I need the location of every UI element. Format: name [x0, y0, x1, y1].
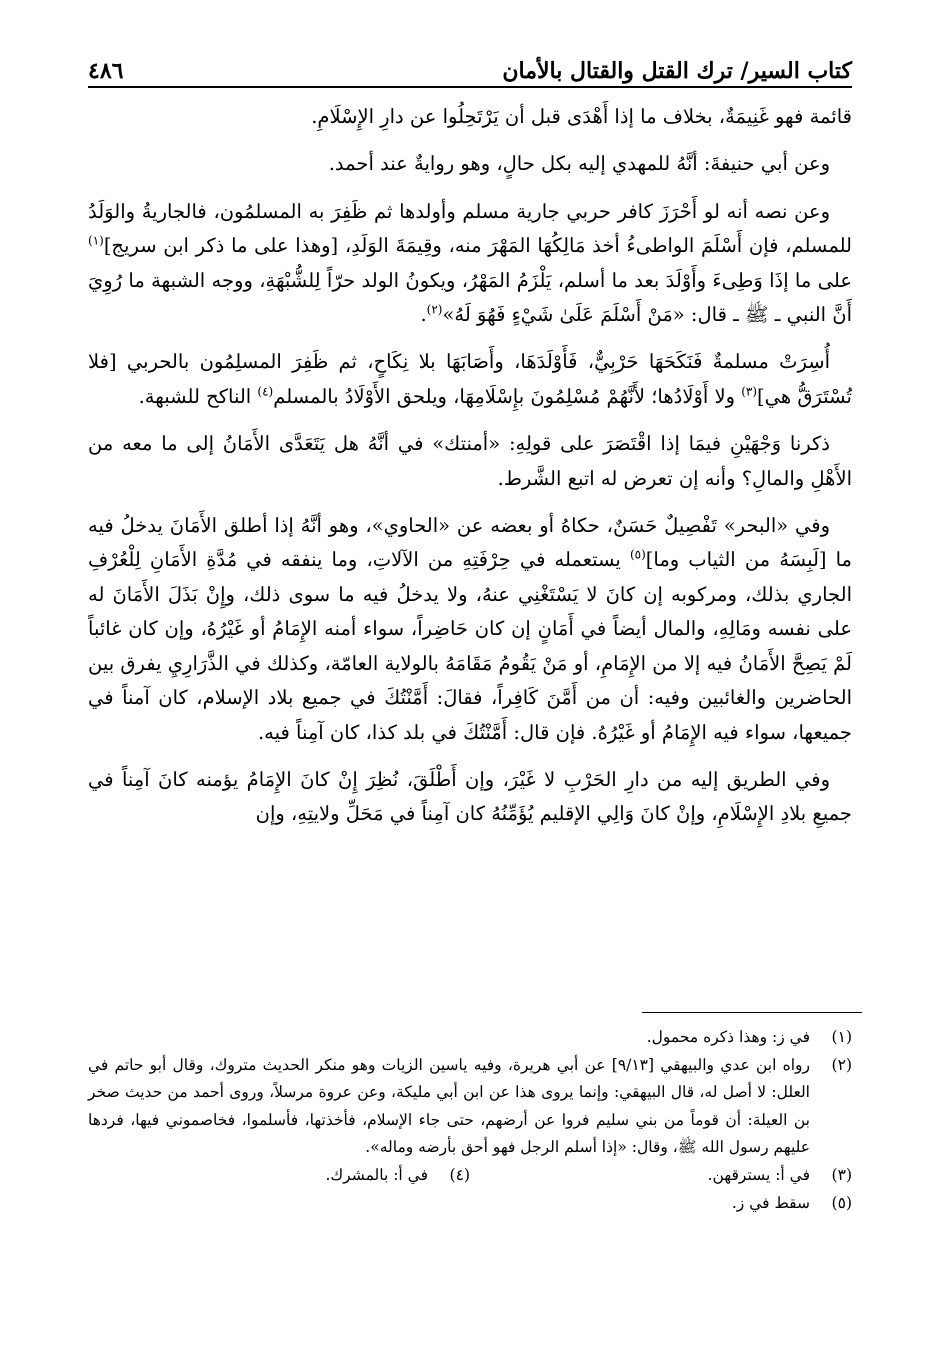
footnote-text: في ز: وهذا ذكره محمول. [646, 1028, 810, 1046]
paragraph-3-part-b: على ما إذَا وَطِىءَ وأَوْلَدَ بعد ما أسلم، يَلْزَمُ المَهْرُ، ويكونُ الولد حرّاً لِلشُّبْهَةِ، ووجه الشبهة ما رُوِيَ أَنَّ النبي ـ ﷺ ـ قال: «مَنْ أَسْلَمَ عَلَىٰ شَيْءٍ فَهُوَ لَهُ» [88, 268, 852, 327]
footnote-3 [470, 1162, 852, 1190]
paragraph-3 [88, 195, 852, 333]
footnote-ref-4[interactable]: (٤) [257, 384, 274, 399]
footnote-number: (٣) [831, 1165, 852, 1184]
paragraph-3-part-a: وعن نصه أنه لو أَحْرَزَ كافر حربي جارية مسلم وأولدها ثم ظَفِرَ به المسلمُون، فالجاريةُ والوَلَدُ للمسلم، فإن أَسْلَمَ الواطىءُ أخذ مَالِكُهَا المَهْرَ منه، وقِيمَةَ الوَلَدِ، [وهذا على ما ذكر ابن سريج] [88, 199, 852, 258]
paragraph-4-part-a: أُسِرَتْ مسلمةٌ فَنَكَحَهَا حَرْبِيٌّ، فَأَوْلَدَهَا، وأَصَابَهَا بلا نِكَاحٍ، ثم ظَفِرَ المسلِمُون بالحربي [فلا تُسْتَرَقُّ هي] [88, 350, 852, 408]
paragraph-5: ذكرنا وَجْهَيْنِ فيمَا إذا اقْتَصَرَ على قولِهِ: «أمنتك» في أنَّهُ هل يَتَعَدَّى الأَمَانُ إلى ما معه من الأَهْلِ والمالِ؟ وأنه إن تعرض له اتبع الشَّرط. [88, 432, 852, 490]
paragraph-7: وفي الطريق إليه من دارِ الحَرْبِ لا غَيْرَ، وإن أَطْلَقَ، نُظِرَ إِنْ كانَ الإِمَامُ يؤمنه كانَ آمِناً في جميعِ بلادِ الإِسْلَامِ، وإنْ كانَ وَالِي الإقليم يُؤَمِّنُهُ كان آمِناً في مَحَلِّ ولايتِهِ، وإن [88, 767, 852, 826]
paragraph-4-part-c: الناكح للشبهة. [138, 384, 258, 408]
paragraph-3-part-c: . [420, 303, 427, 327]
footnote-ref-1[interactable]: (١) [88, 233, 104, 248]
footnote-ref-5[interactable]: (٥) [629, 547, 646, 562]
header-title: كتاب السير/ ترك القتل والقتال بالأمان [502, 58, 852, 84]
footnote-2 [88, 1052, 852, 1162]
footnote-text: في أ: بالمشرك. [325, 1165, 428, 1184]
footnote-number: (٢) [831, 1055, 852, 1074]
footnote-ref-3[interactable]: (٣) [741, 384, 758, 399]
paragraph-1: قائمة فهو غَنِيمَةٌ، بخلاف ما إذا أَهْدَى قبل أن يَرْتَحِلُوا عن دارِ الإِسْلَامِ. [311, 105, 852, 128]
footnote-number: (٥) [831, 1193, 852, 1212]
footnote-text: في أ: يسترقهن. [707, 1165, 810, 1184]
header-rule [88, 86, 852, 88]
footnote-1 [88, 1024, 852, 1052]
paragraph-2: وعن أبي حنيفةَ: أنَّهُ للمهدي إليه بكل حالٍ، وهو روايةٌ عند أحمد. [328, 152, 830, 176]
paragraph-6-part-a: وفي «البحر» تَفْصِيلٌ حَسَنٌ، حكاهُ أو بعضه عن «الحاوي»، وهو أنَّهُ إذا أطلق الأَمَانَ يدخلُ فيه ما [لَبِسَهُ من الثياب وما] [88, 514, 852, 572]
paragraph-6 [88, 509, 852, 750]
footnote-number: (٤) [449, 1165, 470, 1184]
footnote-number: (١) [831, 1028, 852, 1046]
footnote-ref-2[interactable]: (٢) [426, 302, 443, 317]
running-header [88, 34, 852, 84]
paragraph-6-part-b: يستعمله في حِرْفَتِهِ من الآلاتِ، وما ينفقه في مُدَّةِ الأَمَانِ لِلْعُرْفِ الجاري بذلك، ومركوبه إن كانَ لا يَسْتَغْنِي عنهُ، ولا يدخلُ فيه ما سوى ذلك، وإِنْ بَذَلَ الأَمَانَ له على نفسه ومَالِهِ، والمال أيضاً في أَمَانٍ إن كان حَاضِراً، سواء أمنه الإِمَامُ أو غَيْرُهُ، وإن كان غائباً لَمْ يَصِحَّ الأَمَانُ فيه إلا من الإِمَامِ، أو مَنْ يَقُومُ مَقَامَهُ بالولاية العامّة، وكذلك في الذَّرَارِيِ يفرق بين الحاضرين والغائبين وفيه: أن من أَمَّنَ كَافِراً، فقالَ: أَمَّنْتُكَ في جميع بلاد الإسلام، كان آمناً في جميعها، سواء فيه الإِمَامُ أو غَيْرُهُ. فإن قال: أَمَّنْتُكَ في بلد كذا، كان آمِناً فيه. [88, 548, 852, 744]
footnote-text: سقط في ز. [731, 1193, 810, 1212]
main-text [88, 100, 852, 845]
footnote-5 [88, 1190, 852, 1218]
footnote-text: رواه ابن عدي والبيهقي [٩/١٣] عن أبي هريرة، وفيه ياسين الزيات وهو منكر الحديث متروك، وقال أبو حاتم في العلل: لا أصل له، قال البيهقي: وإنما يروى هذا عن ابن أبي مليكة، وعن عروة مرسلاً، وروى أحمد من حديث صخر بن العيلة: أن قوماً من بني سليم فروا عن أرضهم، حتى جاء الإسلام، فأخذتها، فأسلموا، فخاصموني فيها، فردها عليهم رسول الله ﷺ، وقال: «إذا أسلم الرجل فهو أحق بأرضه وماله». [88, 1055, 810, 1157]
footnote-rule [642, 1012, 862, 1013]
paragraph-4-part-b: ولا أَوْلَادُها؛ لأَنَّهُمْ مُسْلِمُونَ بإِسْلَامِهَا، ويلحق الأَوْلَادُ بالمسلم [273, 384, 742, 408]
footnote-row-3-4 [88, 1162, 852, 1190]
footnotes [88, 1024, 852, 1217]
paragraph-4 [88, 345, 852, 414]
page-number: ٤٨٦ [88, 58, 124, 84]
footnote-4 [88, 1162, 470, 1190]
